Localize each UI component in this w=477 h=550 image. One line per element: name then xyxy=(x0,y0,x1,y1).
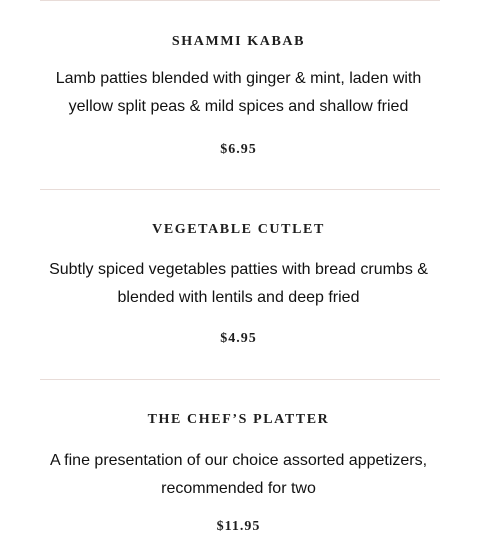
item-price: $4.95 xyxy=(220,331,257,346)
divider xyxy=(40,189,440,190)
menu-item-shammi-kabab xyxy=(0,33,477,51)
item-name: SHAMMI KABAB xyxy=(171,34,306,49)
item-price: $6.95 xyxy=(220,142,257,157)
item-name: THE CHEF’S PLATTER xyxy=(147,412,330,427)
item-name: VEGETABLE CUTLET xyxy=(152,222,325,237)
menu-item-description xyxy=(0,256,477,312)
menu-item-price-row xyxy=(0,518,477,536)
menu-item-description xyxy=(0,447,477,503)
menu-item-vegetable-cutlet xyxy=(0,221,477,239)
item-description-line: recommended for two xyxy=(161,480,316,497)
menu-item-price-row xyxy=(0,330,477,348)
item-price: $11.95 xyxy=(216,519,261,534)
menu-item-chefs-platter xyxy=(0,411,477,429)
item-description-line: Subtly spiced vegetables patties with bread crumbs & xyxy=(49,261,428,278)
item-description-line: Lamb patties blended with ginger & mint, laden with xyxy=(55,70,422,87)
menu-item-description xyxy=(0,65,477,121)
item-description-line: yellow split peas & mild spices and shallow fried xyxy=(68,98,409,115)
divider xyxy=(40,0,440,1)
item-description-line: blended with lentils and deep fried xyxy=(117,289,360,306)
item-description-line: A fine presentation of our choice assorted appetizers, xyxy=(49,452,428,469)
menu-item-price-row xyxy=(0,141,477,159)
divider xyxy=(40,379,440,380)
